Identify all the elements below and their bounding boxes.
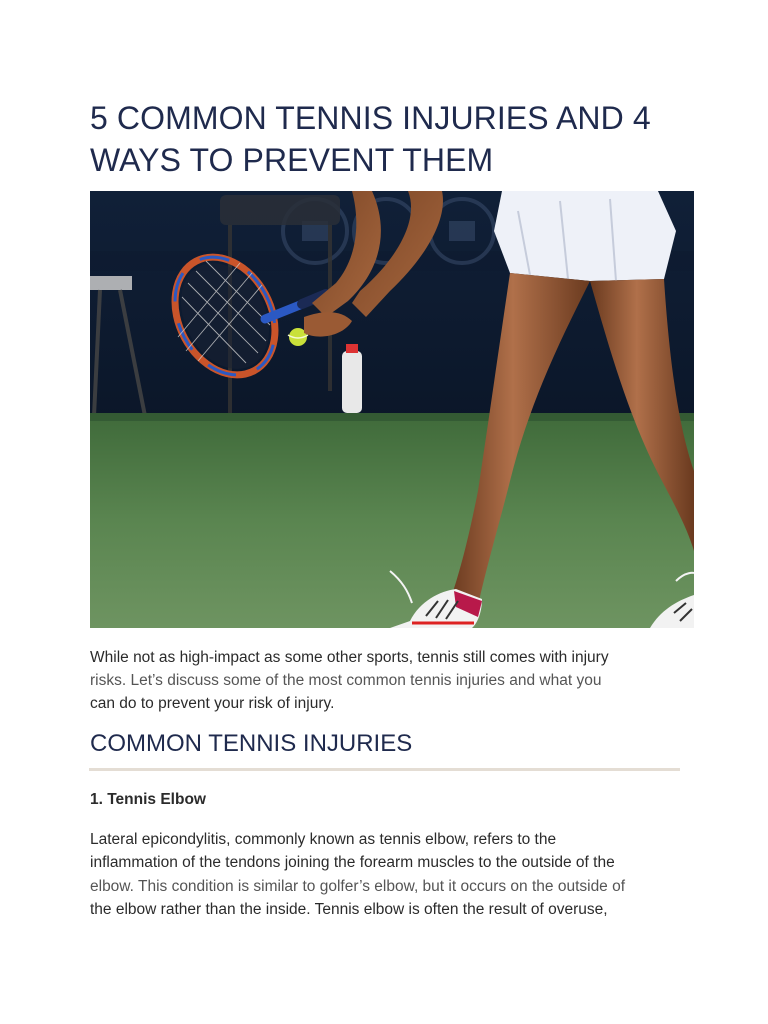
body-line-4: the elbow rather than the inside. Tennis elbow is often the result of overuse, (90, 900, 608, 918)
body-line-3: elbow. This condition is similar to golfer’s elbow, but it occurs on the outside of (90, 877, 626, 895)
article-title-line-2: WAYS TO PREVENT THEM (90, 142, 494, 178)
injury-subheading: 1. Tennis Elbow (90, 791, 206, 808)
article-title-line-1: 5 COMMON TENNIS INJURIES AND 4 (90, 100, 651, 136)
tennis-player-photo (90, 191, 694, 628)
article-title (90, 97, 710, 181)
section-divider (89, 768, 680, 771)
tennis-skirt (494, 191, 676, 281)
intro-line-3: can do to prevent your risk of injury. (90, 695, 335, 712)
body-line-2: inflammation of the tendons joining the forearm muscles to the outside of the (90, 854, 615, 872)
body-paragraph (90, 828, 700, 921)
court-surface (90, 413, 694, 628)
body-line-1: Lateral epicondylitis, commonly known as tennis elbow, refers to the (90, 831, 557, 848)
intro-paragraph (90, 646, 700, 715)
section-heading: COMMON TENNIS INJURIES (90, 730, 413, 757)
water-bottle (342, 351, 362, 413)
intro-line-2: risks. Let’s discuss some of the most common tennis injuries and what you (90, 672, 602, 689)
intro-line-1: While not as high-impact as some other sports, tennis still comes with injury (90, 649, 609, 666)
